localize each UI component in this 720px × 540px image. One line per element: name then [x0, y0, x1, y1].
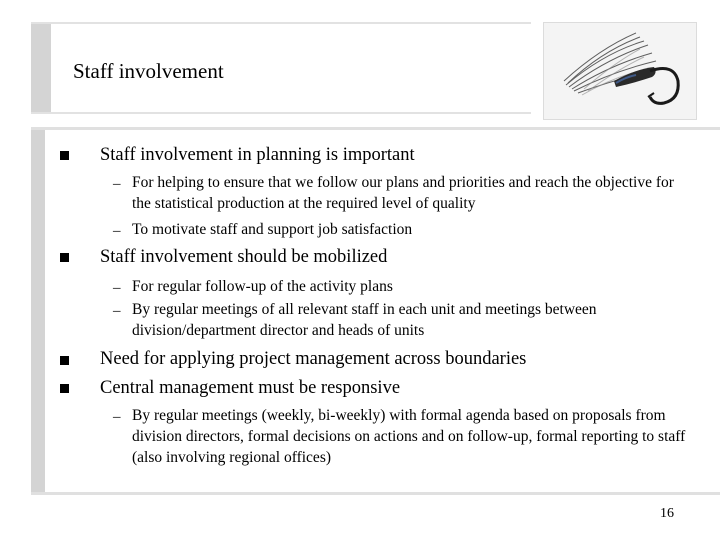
slide-title: Staff involvement: [73, 59, 224, 83]
sub-bullet-dash: –: [113, 176, 121, 192]
sub-bullet-item: By regular meetings (weekly, bi-weekly) with formal agenda based on proposals from division directors, formal decisions on actions and on follow-up, formal reporting to staff (also involving regional offices): [132, 407, 686, 466]
fishing-fly-image: [543, 22, 697, 120]
bullet-item: Central management must be responsive: [100, 378, 401, 398]
bullet-item: Need for applying project management across boundaries: [100, 349, 527, 369]
bullet-square: [60, 151, 69, 160]
sub-bullet-dash: –: [113, 303, 121, 319]
sub-bullet-dash: –: [113, 223, 121, 239]
bullet-square: [60, 384, 69, 393]
bullet-square: [60, 253, 69, 262]
sub-bullet-item: To motivate staff and support job satisfaction: [132, 221, 413, 238]
title-frame-top-line: [31, 22, 531, 24]
body-frame-left-bar: [31, 127, 45, 495]
title-frame-left-bar: [31, 22, 51, 114]
sub-bullet-item: By regular meetings of all relevant staff in each unit and meetings between division/department director and heads of units: [132, 301, 597, 339]
sub-bullet-item: For regular follow-up of the activity plans: [132, 278, 393, 295]
body-frame-top-line: [31, 127, 720, 130]
title-frame-bottom-line: [31, 112, 531, 114]
bullet-item: Staff involvement should be mobilized: [100, 247, 388, 267]
sub-bullet-dash: –: [113, 409, 121, 425]
page-number: 16: [660, 506, 674, 521]
bullet-item: Staff involvement in planning is important: [100, 145, 415, 165]
bullet-square: [60, 356, 69, 365]
fishing-fly-icon: [544, 23, 696, 119]
sub-bullet-dash: –: [113, 280, 121, 296]
sub-bullet-item: For helping to ensure that we follow our plans and priorities and reach the objective for the statistical production at the required level of quality: [132, 174, 674, 212]
body-frame-bottom-line: [31, 492, 720, 495]
